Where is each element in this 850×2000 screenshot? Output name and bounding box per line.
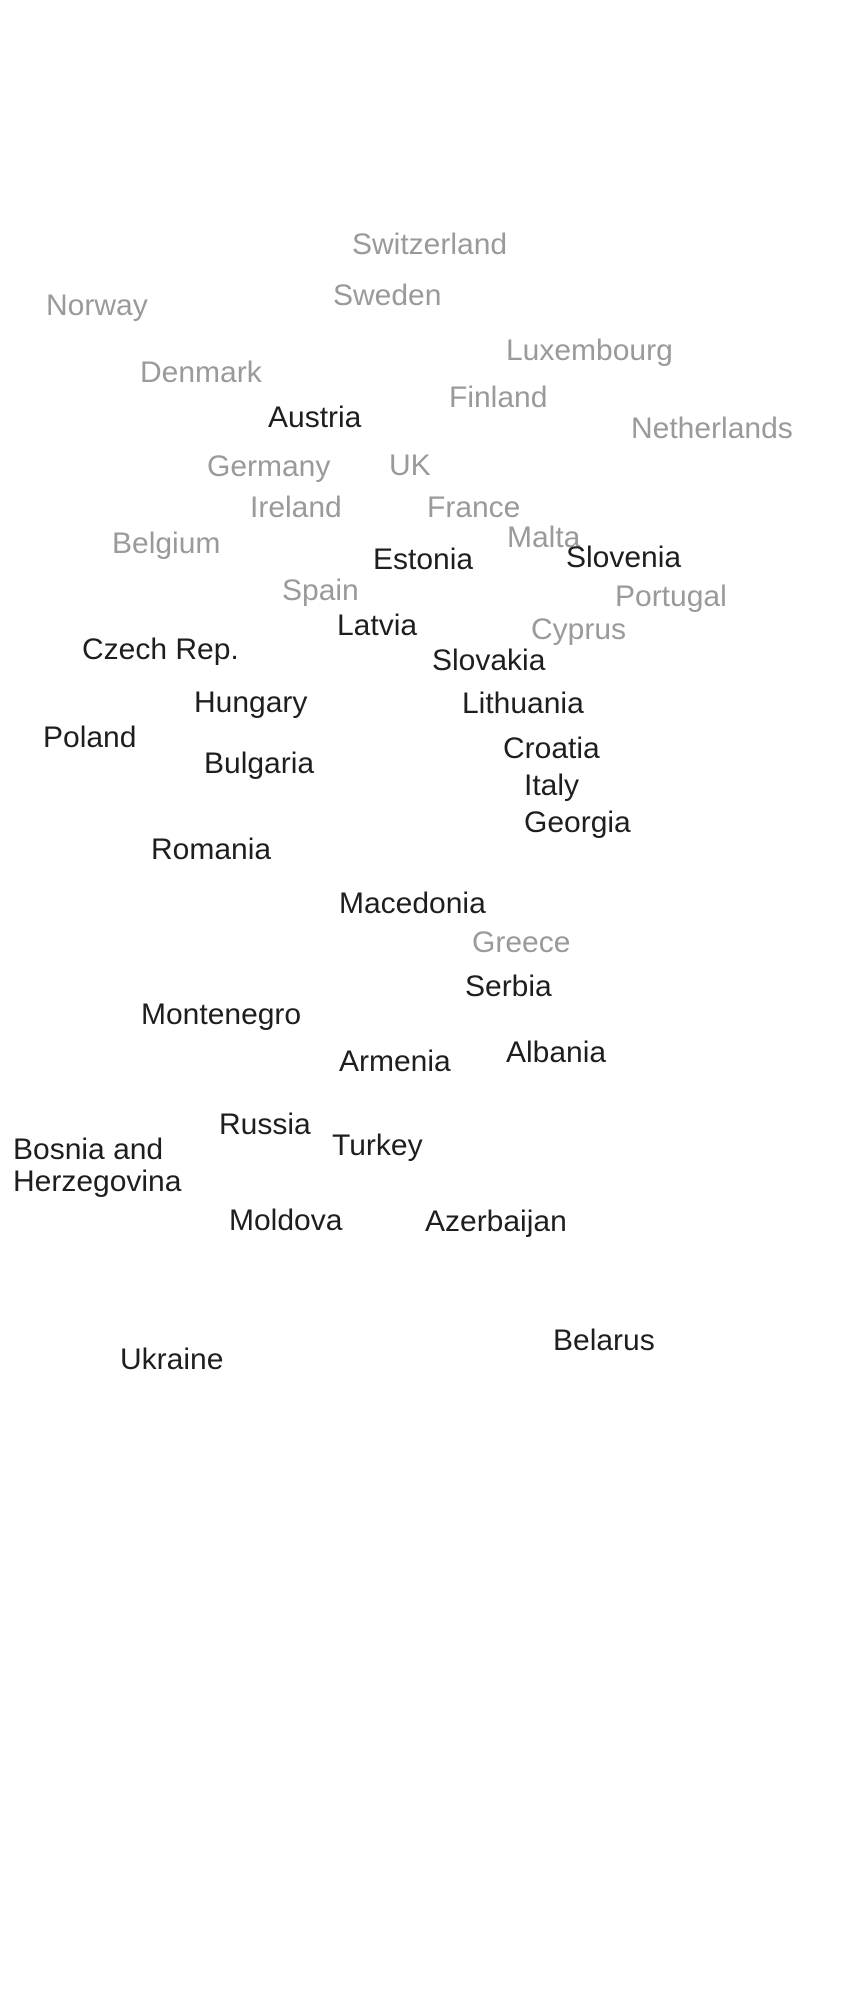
country-label-bulgaria: Bulgaria [204, 747, 315, 780]
country-label-croatia: Croatia [503, 732, 600, 765]
country-label-slovenia: Slovenia [566, 541, 682, 574]
country-label-czech-rep: Czech Rep. [82, 633, 239, 666]
country-label-france: France [427, 491, 521, 524]
country-label-macedonia: Macedonia [339, 887, 486, 920]
country-label-italy: Italy [524, 769, 580, 802]
country-label-switzerland: Switzerland [352, 228, 508, 261]
country-label-austria: Austria [268, 401, 362, 434]
country-label-denmark: Denmark [140, 356, 262, 389]
country-label-ukraine: Ukraine [120, 1343, 224, 1376]
country-label-bosnia-and-herzegovina: Bosnia and Herzegovina [13, 1133, 182, 1198]
country-label-germany: Germany [207, 450, 331, 483]
country-label-spain: Spain [282, 574, 359, 607]
country-label-sweden: Sweden [333, 279, 442, 312]
country-label-uk: UK [389, 449, 431, 482]
country-label-latvia: Latvia [337, 609, 418, 642]
country-label-belarus: Belarus [553, 1324, 655, 1357]
country-label-montenegro: Montenegro [141, 998, 302, 1031]
country-label-ireland: Ireland [250, 491, 342, 524]
country-label-moldova: Moldova [229, 1204, 343, 1237]
country-label-portugal: Portugal [615, 580, 727, 613]
country-label-malta: Malta [507, 521, 581, 554]
country-label-azerbaijan: Azerbaijan [425, 1205, 567, 1238]
country-label-armenia: Armenia [339, 1045, 451, 1078]
country-label-luxembourg: Luxembourg [506, 334, 673, 367]
country-label-finland: Finland [449, 381, 548, 414]
country-label-albania: Albania [506, 1036, 607, 1069]
country-label-estonia: Estonia [373, 543, 474, 576]
country-label-greece: Greece [472, 926, 571, 959]
country-label-hungary: Hungary [194, 686, 308, 719]
country-label-poland: Poland [43, 721, 137, 754]
country-label-belgium: Belgium [112, 527, 221, 560]
country-label-serbia: Serbia [465, 970, 552, 1003]
country-label-turkey: Turkey [332, 1129, 423, 1162]
country-label-russia: Russia [219, 1108, 311, 1141]
country-label-georgia: Georgia [524, 806, 631, 839]
country-label-slovakia: Slovakia [432, 644, 546, 677]
country-label-romania: Romania [151, 833, 272, 866]
country-label-norway: Norway [46, 289, 148, 322]
country-label-cyprus: Cyprus [531, 613, 627, 646]
country-label-lithuania: Lithuania [462, 687, 584, 720]
country-label-netherlands: Netherlands [631, 412, 793, 445]
